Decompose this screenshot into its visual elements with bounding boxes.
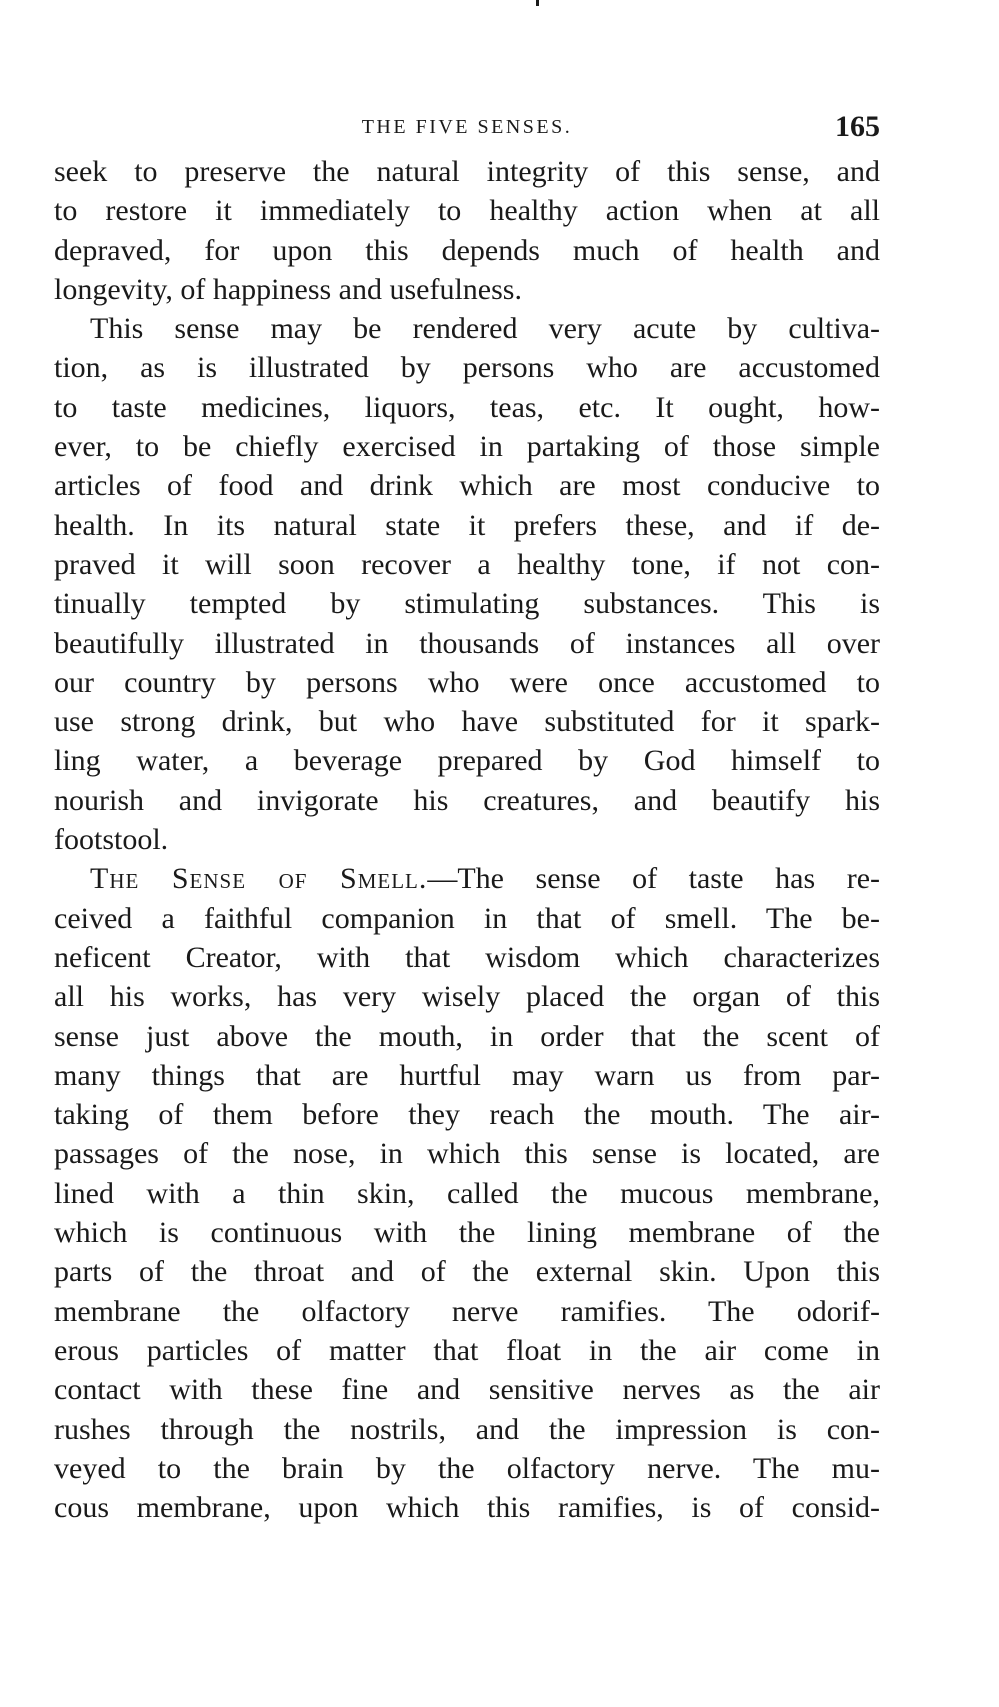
- text-line: use strong drink, but who have substituted for it spark-: [54, 705, 880, 739]
- section-heading: The Sense of Smell.: [90, 862, 428, 896]
- text-line: parts of the throat and of the external skin. Upon this: [54, 1255, 880, 1289]
- text-line: neficent Creator, with that wisdom which characterizes: [54, 940, 880, 974]
- text-line: ceived a faithful companion in that of smell. The be-: [54, 901, 880, 935]
- text-line: to taste medicines, liquors, teas, etc. It ought, how-: [54, 390, 880, 424]
- text-line: our country by persons who were once accustomed to: [54, 665, 880, 699]
- text-line: rushes through the nostrils, and the impression is con-: [54, 1412, 880, 1446]
- text-line: health. In its natural state it prefers these, and if de-: [54, 508, 880, 542]
- text-line: many things that are hurtful may warn us from par-: [54, 1058, 880, 1092]
- text-line: tinually tempted by stimulating substances. This is: [54, 587, 880, 621]
- text-line: tion, as is illustrated by persons who are accustomed: [54, 351, 880, 385]
- text-line: beautifully illustrated in thousands of instances all over: [54, 626, 880, 660]
- text-line: to restore it immediately to healthy action when at all: [54, 194, 880, 228]
- body-text: [54, 152, 880, 1527]
- text-line: seek to preserve the natural integrity of this sense, and: [54, 155, 880, 188]
- text-line: all his works, has very wisely placed the organ of this: [54, 980, 880, 1014]
- text-line: lined with a thin skin, called the mucous membrane,: [54, 1176, 880, 1210]
- text-line: membrane the olfactory nerve ramifies. The odorif-: [54, 1294, 880, 1328]
- text-fragment: —The sense of taste has re-: [427, 862, 881, 896]
- text-line: depraved, for upon this depends much of health and: [54, 233, 880, 267]
- text-line: This sense may be rendered very acute by cultiva-: [90, 312, 880, 346]
- text-line: veyed to the brain by the olfactory nerve. The mu-: [54, 1451, 880, 1485]
- paragraph-1: [54, 152, 880, 309]
- text-line: longevity, of happiness and usefulness.: [54, 272, 522, 306]
- print-speck: [536, 0, 539, 6]
- running-header: [54, 110, 880, 150]
- text-line: praved it will soon recover a healthy tone, if not con-: [54, 547, 880, 581]
- text-line: sense just above the mouth, in order that the scent of: [54, 1019, 880, 1053]
- text-line: passages of the nose, in which this sense is located, are: [54, 1137, 880, 1171]
- page-number: 165: [835, 110, 880, 143]
- text-line: contact with these fine and sensitive nerves as the air: [54, 1373, 880, 1407]
- section-first-line: [54, 859, 880, 898]
- text-line: taking of them before they reach the mouth. The air-: [54, 1098, 880, 1132]
- text-line: footstool.: [54, 823, 169, 857]
- text-line: articles of food and drink which are most conducive to: [54, 469, 880, 503]
- text-line: ling water, a beverage prepared by God himself to: [54, 744, 880, 778]
- text-line: erous particles of matter that float in the air come in: [54, 1333, 880, 1367]
- text-line: nourish and invigorate his creatures, and beautify his: [54, 783, 880, 817]
- paragraph-2: [54, 309, 880, 859]
- running-title: THE FIVE SENSES.: [361, 116, 573, 138]
- paragraph-3: [54, 859, 880, 1527]
- text-line: which is continuous with the lining membrane of the: [54, 1216, 880, 1250]
- text-line: ever, to be chiefly exercised in partaking of those simple: [54, 430, 880, 464]
- text-line: cous membrane, upon which this ramifies, is of consid-: [54, 1491, 880, 1525]
